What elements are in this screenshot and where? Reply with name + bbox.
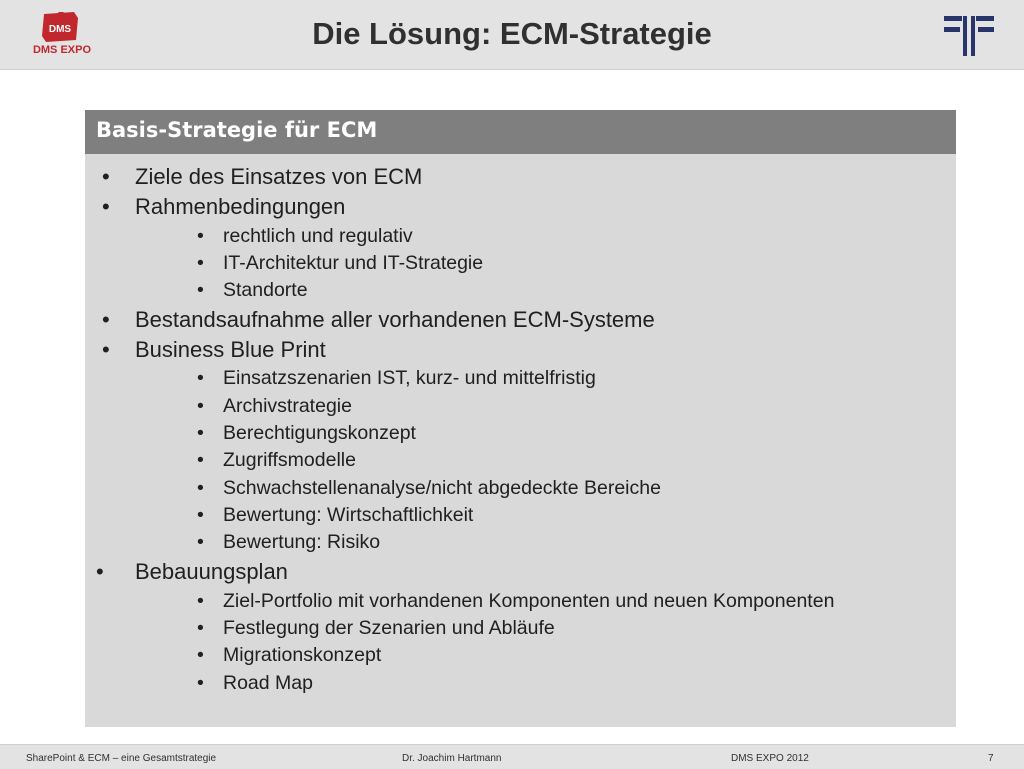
list-item-text: IT-Architektur und IT-Strategie [223, 252, 484, 274]
list-item-text: Business Blue Print [135, 337, 326, 362]
list-item-text: Rahmenbedingungen [135, 194, 346, 219]
bullet-icon: • [197, 422, 204, 444]
bullet-icon: • [197, 644, 204, 666]
bullet-icon: • [102, 194, 110, 219]
logo-badge-text: DMS [48, 24, 72, 35]
list-item-text: Archivstrategie [223, 395, 352, 417]
bullet-icon: • [197, 225, 204, 247]
bullet-icon: • [102, 307, 110, 332]
list-item-text: Schwachstellenanalyse/nicht abgedeckte Bereiche [223, 477, 661, 499]
list-item-text: rechtlich und regulativ [223, 225, 413, 247]
bullet-icon: • [197, 449, 204, 471]
list-item-text: Road Map [223, 672, 313, 694]
list-item-text: Zugriffsmodelle [223, 449, 356, 471]
list-item-text: Bestandsaufnahme aller vorhandenen ECM-Systeme [135, 307, 655, 332]
list-item-text: Einsatzszenarien IST, kurz- und mittelfristig [223, 367, 596, 389]
list-item-text: Berechtigungskonzept [223, 422, 416, 444]
panel-title: Basis-Strategie für ECM [96, 118, 378, 142]
bullet-icon: • [197, 395, 204, 417]
ff-logo-icon [944, 14, 994, 58]
bullet-icon: • [197, 477, 204, 499]
bullet-icon: • [96, 559, 104, 584]
footer-topic: SharePoint & ECM – eine Gesamtstrategie [26, 753, 217, 764]
bullet-icon: • [102, 337, 110, 362]
bullet-icon: • [197, 617, 204, 639]
bullet-icon: • [197, 279, 204, 301]
bullet-icon: • [197, 367, 204, 389]
list-item-text: Ziele des Einsatzes von ECM [135, 164, 423, 189]
bullet-icon: • [102, 164, 110, 189]
bullet-icon: • [197, 590, 204, 612]
panel-header [85, 110, 956, 154]
page-title: Die Lösung: ECM-Strategie [312, 16, 712, 51]
list-item-text: Migrationskonzept [223, 644, 382, 666]
bullet-icon: • [197, 531, 204, 553]
logo-text: DMS EXPO [32, 44, 92, 56]
bullet-icon: • [197, 504, 204, 526]
page-number: 7 [988, 753, 994, 764]
bullet-icon: • [197, 252, 204, 274]
list-item-text: Festlegung der Szenarien und Abläufe [223, 617, 555, 639]
slide-header [0, 0, 1024, 70]
list-item-text: Bebauungsplan [135, 559, 288, 584]
bullet-icon: • [197, 672, 204, 694]
content-panel [85, 110, 956, 727]
footer-author: Dr. Joachim Hartmann [402, 753, 502, 764]
list-item-text: Bewertung: Wirtschaftlichkeit [223, 504, 474, 526]
footer-event: DMS EXPO 2012 [731, 753, 809, 764]
list-item-text: Standorte [223, 279, 308, 301]
list-item-text: Bewertung: Risiko [223, 531, 381, 553]
slide-footer [0, 744, 1024, 769]
list-item-text: Ziel-Portfolio mit vorhandenen Komponenten und neuen Komponenten [223, 590, 835, 612]
